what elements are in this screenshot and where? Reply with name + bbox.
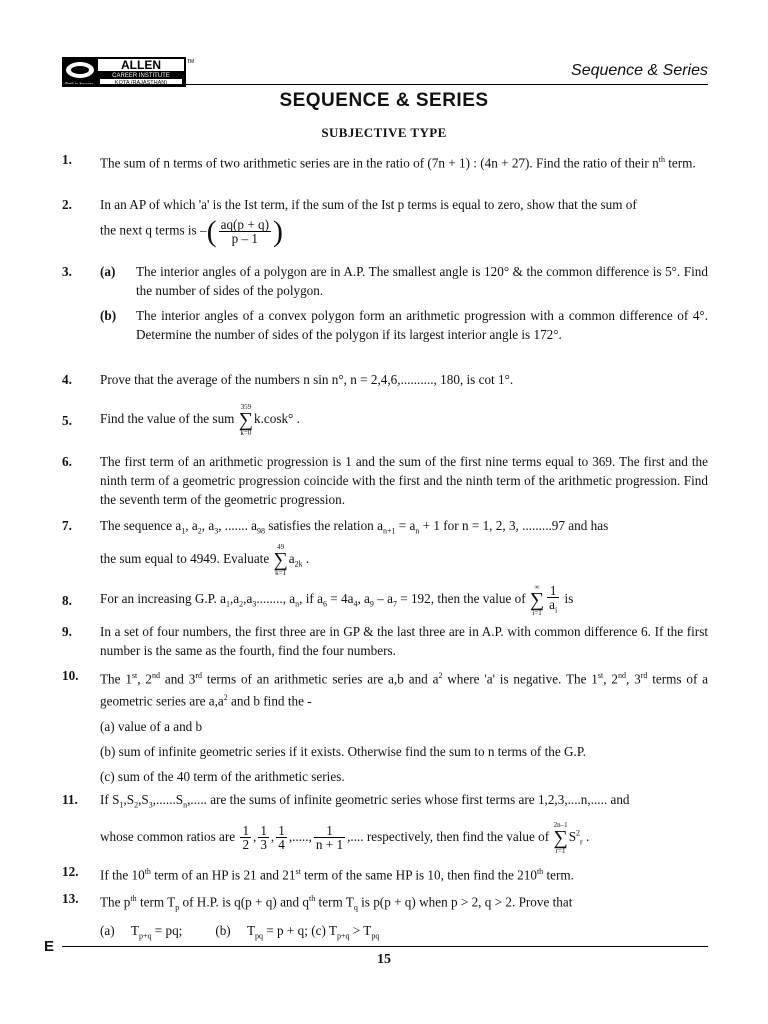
question-text: The sum of n terms of two arithmetic series are in the ratio of (7n + 1) : (4n + 27). Find the ratio of their $n^{th}$ term. [100,155,696,171]
question-text: The 1st, 2nd and 3rd terms of an arithmetic series are a,b and $a^2$ where 'a' is negative. The 1st, 2nd, 3rd terms of a geometric series are $a,a^2$ and b find the - (a) value of a and b (b) sum of infinite geometric series if it exists. Otherwise find the sum to n terms of the G.P. (c) sum of the 40 term of the arithmetic series. [100,671,709,784]
question-number: 1. [62,152,72,167]
question-5 [62,403,708,437]
question-12 [62,862,708,884]
logo-tagline: Path to Success [65,81,94,86]
header-rule [62,84,708,85]
question-text: The $p^{th}$ term $T_p$ of H.P. is q(p + q) and $q^{th}$ term $T_q$ is p(p + q) when p > 2, q > 2. Prove that (a) $T_{p+q}$ = pq; (b) $T_{pq} = p + q$; (c) $T_{p+q} > T_{pq}$ [100,889,708,946]
question-3b: (b) The interior angles of a convex polygon form an arithmetic progression with a common difference of 4°. Determine the number of sides of the polygon if its largest interior angle is 172°. [100,308,708,342]
question-text: The sequence $a_1$, $a_2$, $a_3$, ....... $a_{98}$ satisfies the relation $a_{n+1} = a_n + 1$ for n = 1, 2, 3, .........97 and has the sum equal to 4949. Evaluate 49 ∑ k=1 $a_{2k}$ . [100,518,609,577]
page-number: 15 [377,952,391,967]
question-13 [62,889,708,946]
fraction: $\frac{1}{4}$ [278,823,285,853]
question-number: 9. [62,624,72,639]
footer-rule [62,946,708,947]
running-header-title: Sequence & Series [571,62,708,79]
question-number: 10. [62,668,79,683]
question-text: For an increasing G.P. $a_1,a_2,a_3$........, $a_n$, if $a_6 = 4a_4$, $a_9 - a_7 = 192$, then the value of ∞ ∑ i=1 $\frac{1}{a_i}$ is [100,582,574,617]
summation-symbol: 2n–1 ∑ r=1 [553,820,568,855]
question-text: Find the value of the sum 359 ∑ k=0 k.cosk° . [100,403,300,437]
fraction: $\frac{1}{n + 1}$ [315,823,344,853]
option-b: (b) sum of infinite geometric series if it exists. Otherwise find the sum to n terms of the G.P. [100,743,587,759]
question-text: The first term of an arithmetic progression is 1 and the sum of the first nine terms equal to 369. The first and the ninth term of a geometric progression coincide with the first and the ninth term of the arithmetic progression. Find the seventh term of the geometric progression. [100,454,708,507]
question-text: In an AP of which 'a' is the Ist term, if the sum of the Ist p terms is equal to zero, show that the sum of the next q terms is –( $\frac{aq(p + q)}{p - 1}$ ) [100,197,637,248]
question-3a: (a) The interior angles of a polygon are in A.P. The smallest angle is 120° & the common difference is 5°. Find the number of sides of the polygon. [100,264,708,298]
allen-logo [62,57,195,87]
options: (a) $T_{p+q}$ = pq; (b) $T_{pq} = p + q$; (c) $T_{p+q} > T_{pq}$ [100,923,380,941]
question-number: 2. [62,197,72,212]
question-6 [62,452,708,509]
fraction: $\frac{1}{a_i}$ [549,582,558,615]
question-text: In a set of four numbers, the first three are in GP & the last three are in A.P. with common difference 6. If the first number is the same as the fourth, find the four numbers. [100,624,708,658]
question-number: 12. [62,864,79,879]
question-number: 11. [62,792,78,807]
option-c: (c) sum of the 40 term of the arithmetic series. [100,768,345,784]
question-7 [62,516,708,577]
question-8 [62,583,708,617]
summation-symbol: 359 ∑ k=0 [238,403,253,437]
question-10 [62,666,708,786]
page-title: SEQUENCE & SERIES [279,90,489,111]
question-4 [62,370,708,389]
logo-main-text: ALLEN [121,58,161,72]
fraction: $\frac{1}{3}$ [260,823,267,853]
question-number: 7. [62,518,72,533]
question-number: 4. [62,372,72,387]
question-11 [62,790,708,855]
question-1 [62,150,708,172]
section-title: SUBJECTIVE TYPE [321,125,447,140]
summation-symbol: 49 ∑ k=1 [273,542,288,577]
question-number: 5. [62,413,72,428]
fraction: $\frac{aq(p + q)}{p - 1}$ [220,217,270,246]
logo-trademark: TM [187,59,195,65]
question-text: If $S_1,S_2,S_3,......S_n$,..... are the sums of infinite geometric series whose first terms are 1,2,3,....n,..... and whose common ratios are $\frac{1}{2}$ , $\frac{1}{3}$ , $\frac{1}{4}$ ,....., $\frac{1}{n + 1}$ ,.... respectively, then find the value of 2n–1 ∑ r=1 $S^2_r$ . [100,792,630,855]
question-number: 8. [62,593,72,608]
fraction: $\frac{1}{2}$ [242,823,250,853]
footer-edge-letter: E [44,938,55,955]
question-number: 3. [62,264,72,279]
question-9 [62,622,708,660]
option-a: (a) value of a and b [100,718,203,734]
question-text: If the 10th term of an HP is 21 and 21st term of the same HP is 10, then find the 210th term. [100,867,574,883]
question-number: 6. [62,454,72,469]
question-2 [62,195,708,248]
question-number: 13. [62,891,79,906]
logo-city-text: KOTA (RAJASTHAN) [114,80,168,86]
question-text: Prove that the average of the numbers n sin n°, n = 2,4,6,.........., 180, is cot 1°. [100,372,514,387]
summation-symbol: ∞ ∑ i=1 [529,583,545,617]
logo-sub-text: CAREER INSTITUTE [112,73,170,79]
